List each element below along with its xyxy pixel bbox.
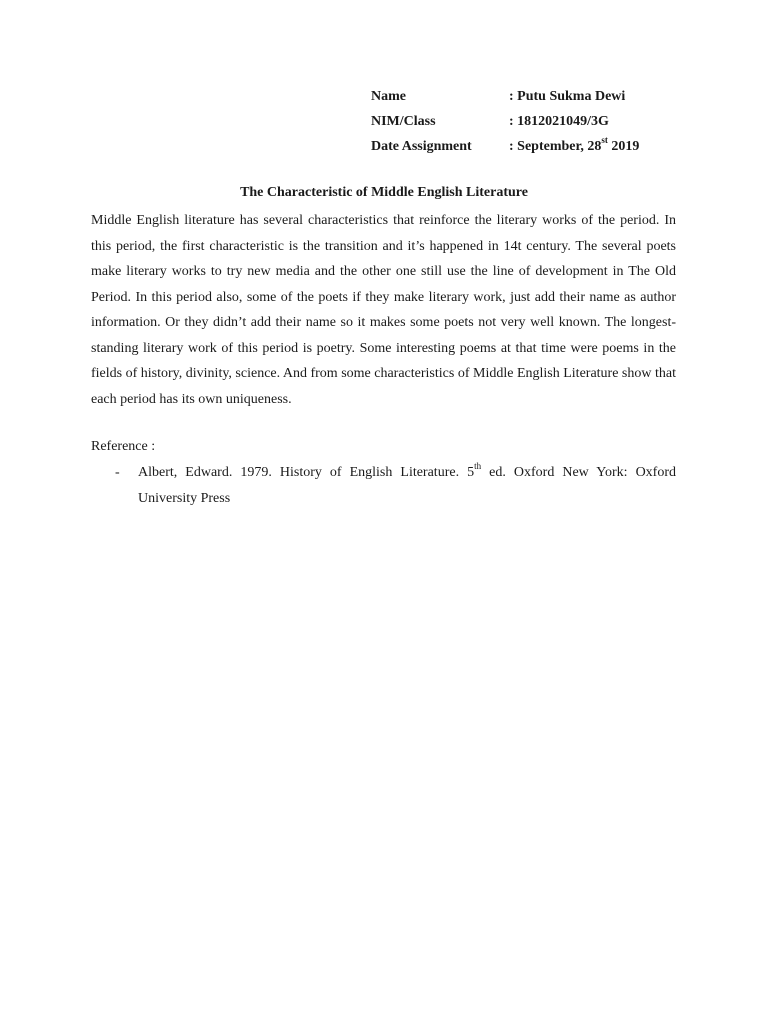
date-label: Date Assignment xyxy=(371,138,472,154)
reference-text-prefix: Albert, Edward. 1979. History of English Literature. 5 xyxy=(138,465,475,480)
name-row xyxy=(371,84,639,109)
name-label: Name xyxy=(371,88,406,104)
date-value-sup: st xyxy=(601,134,608,145)
nim-label: NIM/Class xyxy=(371,113,436,129)
reference-item xyxy=(91,460,676,511)
reference-bullet: - xyxy=(115,465,120,480)
date-value xyxy=(509,134,640,155)
reference-heading: Reference : xyxy=(91,439,156,454)
reference-text-sup: th xyxy=(474,461,482,472)
document-title: The Characteristic of Middle English Literature xyxy=(240,185,528,200)
date-value-prefix: : September, 28 xyxy=(509,138,602,154)
reference-text xyxy=(138,460,676,511)
reference-list xyxy=(91,460,676,511)
date-value-suffix: 2019 xyxy=(607,138,640,154)
nim-row xyxy=(371,109,639,134)
body-paragraph: Middle English literature has several characteristics that reinforce the literary works of the period. In this period, the first characteristic is the transition and it’s happened in 14t century. The several poets make literary works to try new media and the other one still use the line of development in The Old Period. In this period also, some of the poets if they make literary work, just add their name as author information. Or they didn’t add their name so it makes some poets not very well known. The longest-standing literary work of this period is poetry. Some interesting poems at that time were poems in the fields of history, divinity, science. And from some characteristics of Middle English Literature show that each period has its own uniqueness. xyxy=(91,213,676,407)
name-value: : Putu Sukma Dewi xyxy=(509,88,626,104)
nim-value: : 1812021049/3G xyxy=(509,113,609,129)
student-info xyxy=(371,84,639,159)
reference-text-suffix: ed. Oxford New York: Oxford University Press xyxy=(138,465,677,506)
date-row xyxy=(371,134,639,159)
